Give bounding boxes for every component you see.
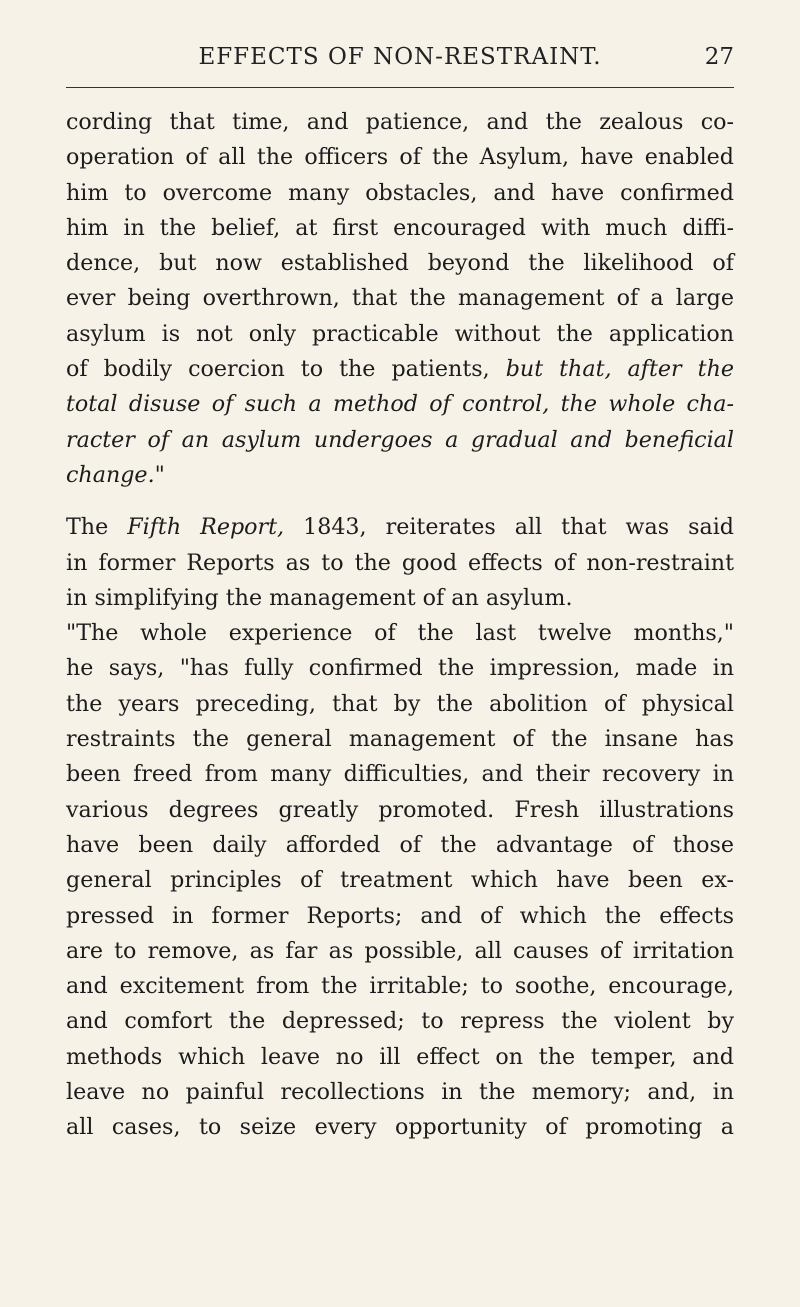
- text-run: of bodily coercion to the patients,: [66, 356, 506, 383]
- text-line: [66, 687, 734, 722]
- text-run: he says, "has fully confirmed the impression, made in: [66, 655, 734, 682]
- text-run: various degrees greatly promoted. Fresh illustrations: [66, 796, 734, 823]
- text-line: [66, 387, 734, 422]
- text-line: [66, 757, 734, 792]
- text-run: methods which leave no ill effect on the temper, and: [66, 1043, 734, 1070]
- text-run: him to overcome many obstacles, and have confirmed: [66, 179, 734, 206]
- text-line: [66, 828, 734, 863]
- text-line: [66, 281, 734, 316]
- text-line: [66, 176, 734, 211]
- text-line: [66, 1110, 734, 1145]
- text-run: asylum is not only practicable without the application: [66, 320, 734, 347]
- paragraph-gap: [66, 493, 734, 510]
- text-line: [66, 793, 734, 828]
- text-run: pressed in former Reports; and of which the effects: [66, 902, 734, 929]
- text-run: the years preceding, that by the abolition of physical: [66, 690, 734, 717]
- text-run: ": [154, 461, 165, 488]
- text-run: and comfort the depressed; to repress the violent by: [66, 1008, 734, 1035]
- text-line: [66, 651, 734, 686]
- text-run: in former Reports as to the good effects of non-restraint: [66, 549, 734, 576]
- text-run: and excitement from the irritable; to soothe, encourage,: [66, 973, 734, 1000]
- running-header: [66, 42, 734, 82]
- paragraph: [66, 105, 734, 493]
- text-run: him in the belief, at first encouraged with much diffi-: [66, 214, 734, 241]
- italic-text: Fifth Report,: [127, 514, 285, 541]
- text-run: all cases, to seize every opportunity of promoting a: [66, 1114, 734, 1141]
- text-run: operation of all the officers of the Asylum, have enabled: [66, 144, 734, 171]
- text-run: dence, but now established beyond the likelihood of: [66, 250, 734, 277]
- text-line: [66, 317, 734, 352]
- text-run: cording that time, and patience, and the zealous co-: [66, 109, 734, 135]
- text-run: leave no painful recollections in the memory; and, in: [66, 1079, 734, 1106]
- text-line: [66, 105, 734, 140]
- text-line: [66, 863, 734, 898]
- page-number: 27: [704, 44, 734, 70]
- text-run: general principles of treatment which have been ex-: [66, 867, 734, 894]
- text-line: [66, 211, 734, 246]
- text-line: [66, 934, 734, 969]
- text-line: [66, 1040, 734, 1075]
- running-title: EFFECTS OF NON-RESTRAINT.: [198, 44, 602, 70]
- text-run: restraints the general management of the insane has: [66, 726, 734, 753]
- text-run: been freed from many difficulties, and their recovery in: [66, 761, 734, 788]
- header-rule: [66, 87, 734, 88]
- text-run: have been daily afforded of the advantage of those: [66, 831, 734, 858]
- text-run: are to remove, as far as possible, all causes of irritation: [66, 937, 734, 964]
- italic-text: but that, after the: [505, 356, 734, 383]
- text-line: [66, 510, 734, 545]
- text-line: [66, 1075, 734, 1110]
- text-run: ever being overthrown, that the management of a large: [66, 285, 734, 312]
- body-text: [66, 105, 734, 1146]
- text-run: The: [66, 514, 128, 541]
- text-line: [66, 1004, 734, 1039]
- text-line: [66, 246, 734, 281]
- text-line: [66, 352, 734, 387]
- text-line: [66, 616, 734, 651]
- text-run: 1843, reiterates all that was said: [284, 514, 734, 541]
- italic-text: change.: [66, 461, 155, 488]
- text-line: [66, 722, 734, 757]
- italic-text: racter of an asylum undergoes a gradual and beneficial: [66, 426, 734, 453]
- text-run: in simplifying the management of an asylum.: [66, 584, 573, 611]
- italic-text: total disuse of such a method of control, the whole cha-: [66, 391, 734, 418]
- text-line: [66, 423, 734, 458]
- text-line: [66, 899, 734, 934]
- text-line: [66, 581, 734, 616]
- paragraph: [66, 510, 734, 1145]
- text-run: "The whole experience of the last twelve months,": [66, 620, 734, 647]
- text-line: [66, 140, 734, 175]
- text-line: [66, 546, 734, 581]
- text-line: [66, 969, 734, 1004]
- text-line: [66, 458, 734, 493]
